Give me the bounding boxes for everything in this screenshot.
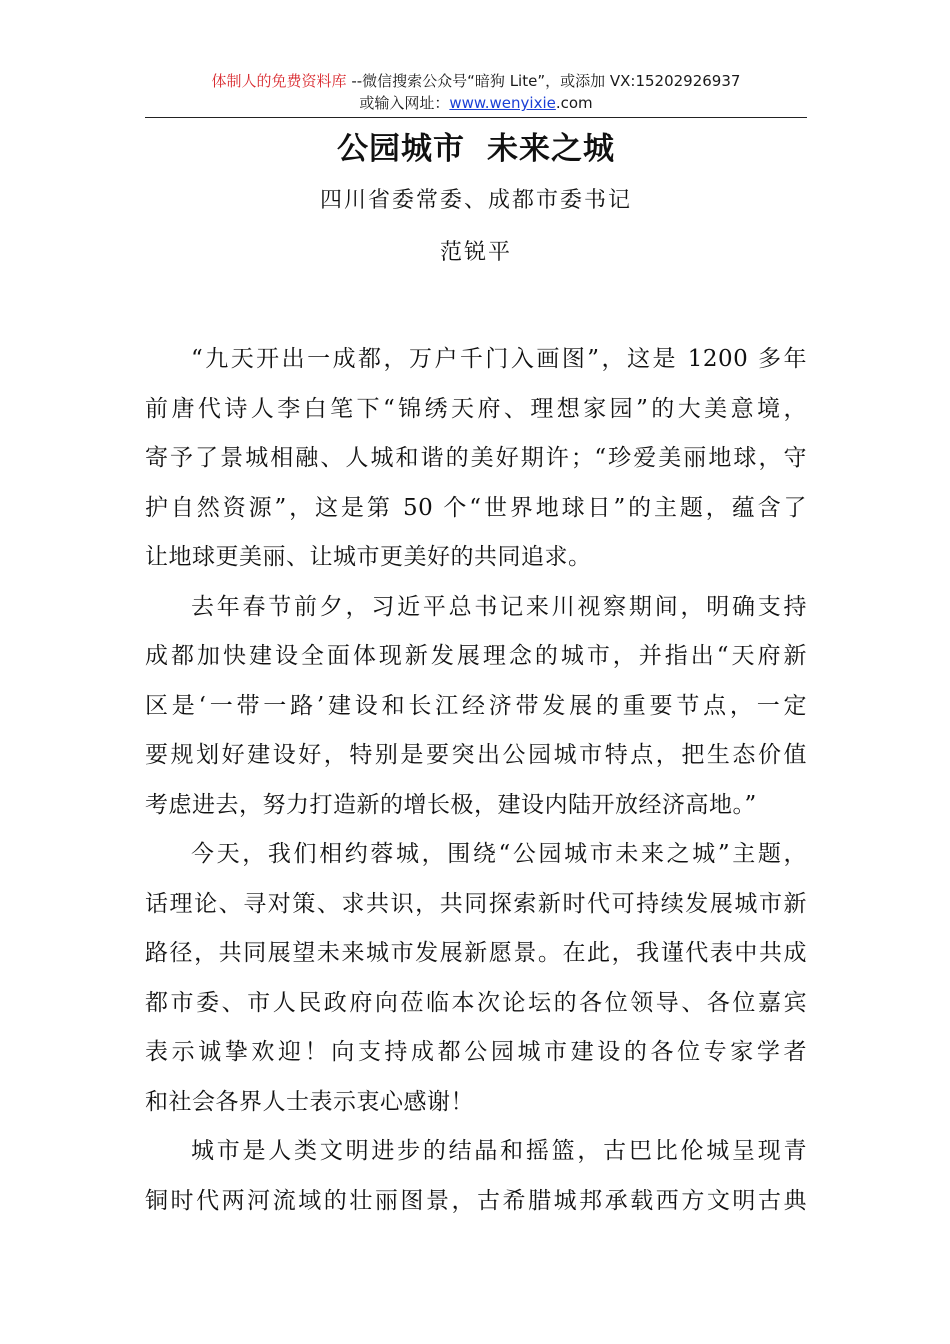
text-line: 和社会各界人士表示衷心感谢！ — [145, 1088, 474, 1115]
page-title — [145, 128, 807, 170]
paragraph-1 — [145, 335, 807, 583]
text-line: 考虑进去，努力打造新的增长极，建设内陆开放经济高地。” — [145, 791, 757, 818]
author-position: 四川省委常委、成都市委书记 — [319, 188, 632, 213]
text-line: 都市委、市人民政府向莅临本次论坛的各位领导、各位嘉宾 — [145, 989, 807, 1016]
paragraph-3 — [145, 830, 807, 1127]
title-part-1: 公园城市 — [337, 131, 465, 167]
header-url-prefix: 或输入网址： — [359, 94, 450, 112]
header-divider — [145, 117, 807, 118]
text-line: 护自然资源”，这是第 50 个“世界地球日”的主题，蕴含了 — [145, 494, 807, 521]
text-line: 区是‘一带一路’建设和长江经济带发展的重要节点，一定 — [145, 692, 807, 719]
text-line: 铜时代两河流域的壮丽图景，古希腊城邦承载西方文明古典 — [145, 1187, 807, 1214]
text-line: 表示诚挚欢迎！向支持成都公园城市建设的各位专家学者 — [145, 1039, 807, 1065]
text-line: 今天，我们相约蓉城，围绕“公园城市未来之城”主题， — [191, 841, 807, 867]
text-line: 前唐代诗人李白笔下“锦绣天府、理想家园”的大美意境， — [145, 395, 807, 422]
text-line: 话理论、寻对策、求共识，共同探索新时代可持续发展城市新 — [145, 890, 807, 917]
text-line: 去年春节前夕，习近平总书记来川视察期间，明确支持 — [191, 593, 807, 620]
body-text — [145, 335, 807, 1226]
title-part-2: 未来之城 — [487, 131, 615, 167]
text-line: 要规划好建设好，特别是要突出公园城市特点，把生态价值 — [145, 742, 807, 768]
header-url-suffix: .com — [555, 94, 593, 112]
header-url-link[interactable]: www.wenyixie — [449, 94, 556, 112]
text-line: 成都加快建设全面体现新发展理念的城市，并指出“天府新 — [145, 643, 807, 669]
header-line-2 — [145, 92, 807, 114]
header-contact-info: --微信搜索公众号“暗狗 Lite”，或添加 VX:15202926937 — [346, 72, 741, 90]
header-line-1 — [145, 70, 807, 92]
text-line: 让地球更美丽、让城市更美好的共同追求。 — [145, 544, 592, 570]
text-line: 城市是人类文明进步的结晶和摇篮，古巴比伦城呈现青 — [191, 1138, 807, 1164]
text-line: 寄予了景城相融、人城和谐的美好期许；“珍爱美丽地球，守 — [145, 445, 807, 471]
paragraph-4 — [145, 1127, 807, 1226]
paragraph-2 — [145, 583, 807, 831]
text-line: 路径，共同展望未来城市发展新愿景。在此，我谨代表中共成 — [145, 940, 807, 966]
text-line: “九天开出一成都，万户千门入画图”，这是 1200 多年 — [191, 346, 807, 372]
header-brand: 体制人的免费资料库 — [211, 72, 347, 90]
author-name: 范锐平 — [439, 240, 512, 265]
document-header — [145, 70, 807, 114]
